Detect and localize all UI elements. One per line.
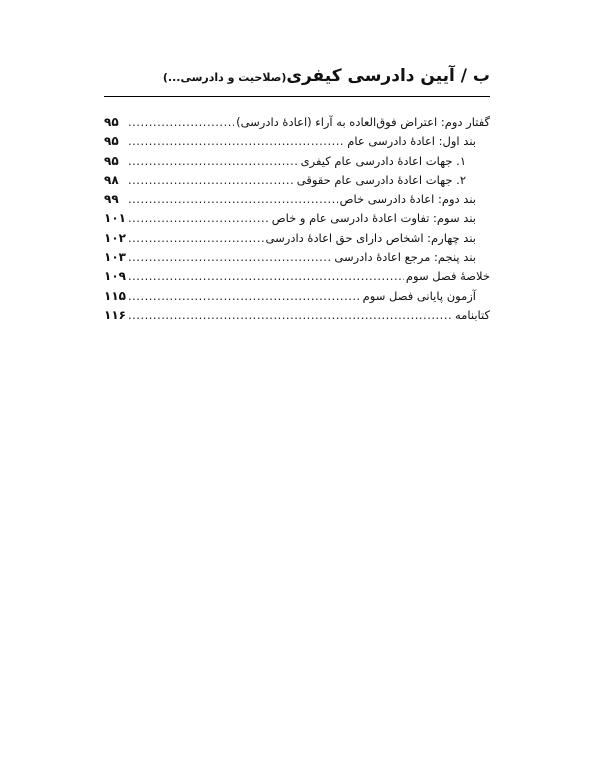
toc-page-number: ۹۵ [104,115,119,129]
toc-leader-dots [128,229,264,248]
table-of-contents [104,113,490,325]
toc-entry-title: بند دوم: اعادۀ دادرسی خاص [339,192,476,207]
toc-entry-title: ۲. جهات اعادۀ دادرسی عام حقوقی [296,172,466,187]
toc-entry[interactable] [104,209,490,228]
toc-leader-dots [128,132,345,151]
toc-page-number: ۱۰۲ [104,230,126,245]
toc-entry-title: بند سوم: تفاوت اعادۀ دادرسی عام و خاص [271,211,476,226]
header-title: ب / آیین دادرسی کیفری [286,66,490,86]
toc-entry-title: خلاصۀ فصل سوم [405,269,490,284]
toc-leader-dots [128,306,453,325]
toc-entry[interactable] [104,306,490,325]
toc-entry-title: گفتار دوم: اعتراض فوق‌العاده به آراء (اعادۀ دادرسی) [236,115,490,129]
toc-page-number: ۹۹ [104,192,119,207]
toc-leader-dots [128,267,404,286]
toc-entry[interactable] [104,171,490,190]
toc-entry[interactable] [104,287,490,306]
toc-entry[interactable] [104,113,490,132]
toc-page-number: ۹۵ [104,153,119,168]
toc-entry[interactable] [104,267,490,286]
toc-page-number: ۹۸ [104,172,119,187]
toc-entry[interactable] [104,190,490,209]
toc-page-number: ۹۵ [104,134,119,149]
toc-entry-title: کتابنامه [455,307,490,322]
toc-entry-title: بند پنجم: مرجع اعادۀ دادرسی [334,250,476,265]
running-head [163,66,490,86]
toc-leader-dots [128,190,338,209]
header-subtitle: (صلاحیت و دادرسی...) [162,71,287,84]
toc-entry-title: ۱. جهات اعادۀ دادرسی عام کیفری [300,153,466,168]
toc-entry[interactable] [104,132,490,151]
toc-leader-dots [128,152,299,171]
toc-entry-title: بند اول: اعادۀ دادرسی عام [347,134,476,149]
toc-entry-title: بند چهارم: اشخاص دارای حق اعادۀ دادرسی [265,230,476,245]
toc-page-number: ۱۰۱ [104,211,126,226]
toc-page-number: ۱۱۶ [104,307,126,322]
toc-entry[interactable] [104,229,490,248]
toc-entry-title: آزمون پایانی فصل سوم [362,288,476,303]
toc-entry[interactable] [104,152,490,171]
toc-leader-dots [128,113,234,132]
toc-page-number: ۱۰۳ [104,250,126,265]
toc-leader-dots [128,209,270,228]
toc-page-number: ۱۰۹ [104,269,126,284]
toc-leader-dots [128,171,295,190]
toc-entry[interactable] [104,248,490,267]
page-header [104,62,490,97]
toc-page-number: ۱۱۵ [104,288,126,303]
toc-leader-dots [128,248,332,267]
toc-leader-dots [128,287,361,306]
